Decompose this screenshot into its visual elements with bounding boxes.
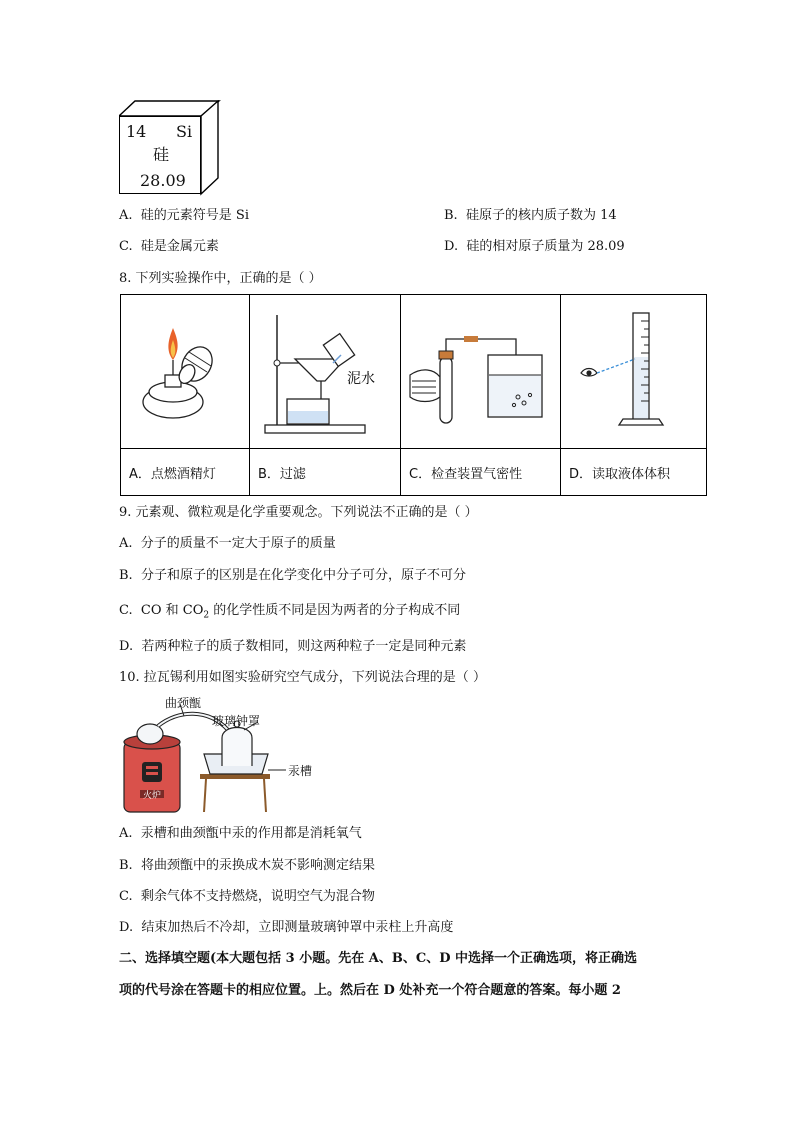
q9-option-a <box>119 535 336 553</box>
element-symbol: Si <box>176 122 193 141</box>
option-letter: C. <box>119 239 133 254</box>
option-letter: B. <box>444 208 458 223</box>
atomic-mass: 28.09 <box>140 171 186 190</box>
q8-experiment-table <box>120 294 707 496</box>
option-text: 将曲颈甑中的汞换成木炭不影响测定结果 <box>140 858 375 873</box>
option-text: 分子和原子的区别是在化学变化中分子可分，原子不可分 <box>140 568 466 583</box>
option-text: 结束加热后不冷却，立即测量玻璃钟罩中汞柱上升高度 <box>141 920 454 935</box>
muddy-water-label: 泥水 <box>347 370 375 387</box>
option-text: 硅的元素符号是 Si <box>140 208 249 223</box>
bell-jar-label: 玻璃钟罩 <box>212 714 261 728</box>
element-name: 硅 <box>153 145 170 164</box>
q10-stem: 10. 拉瓦锡利用如图实验研究空气成分，下列说法合理的是（ ） <box>119 670 486 685</box>
filtration-illustration <box>255 307 395 437</box>
panel-c-figure <box>401 295 561 449</box>
trough-label: 汞槽 <box>288 764 313 778</box>
option-text: 的化学性质不同是因为两者的分子构成不同 <box>209 603 461 618</box>
q9-option-b <box>119 567 466 585</box>
furnace-label: 火炉 <box>143 791 162 801</box>
panel-a-figure <box>121 295 250 449</box>
option-letter: A. <box>119 826 133 841</box>
formula-subscript: 2 <box>203 610 210 621</box>
panel-d-label: D．读取液体体积 <box>561 449 707 496</box>
q10-option-b <box>119 857 375 875</box>
q10-option-c <box>119 888 375 906</box>
atomic-number: 14 <box>126 122 147 141</box>
lavoisier-apparatus-figure <box>118 690 318 820</box>
panel-b-label: B．过滤 <box>250 449 401 496</box>
option-text: 硅是金属元素 <box>140 239 219 254</box>
graduated-cylinder-illustration <box>569 307 699 437</box>
option-text: 硅原子的核内质子数为 14 <box>465 208 617 223</box>
q9-option-c <box>119 602 460 625</box>
q8-stem: 8. 下列实验操作中，正确的是（ ） <box>119 271 322 286</box>
panel-d-figure <box>561 295 707 449</box>
panel-a-label: A．点燃酒精灯 <box>121 449 250 496</box>
q9-stem: 9. 元素观、微粒观是化学重要观念。下列说法不正确的是（ ） <box>119 505 478 520</box>
option-letter: D. <box>119 639 134 654</box>
option-text: 硅的相对原子质量为 28.09 <box>466 239 625 254</box>
panel-c-label: C．检查装置气密性 <box>401 449 561 496</box>
option-letter: D. <box>119 920 134 935</box>
alcohol-lamp-illustration <box>135 312 235 432</box>
q9-option-d <box>119 638 466 656</box>
q10-option-a <box>119 825 362 843</box>
element-tile-3d-side <box>199 100 219 196</box>
option-letter: D. <box>444 239 459 254</box>
option-text: 剩余气体不支持燃烧，说明空气为混合物 <box>140 889 375 904</box>
option-text: 若两种粒子的质子数相同，则这两种粒子一定是同种元素 <box>141 639 467 654</box>
formula-co2: CO <box>182 603 204 618</box>
q7-option-d <box>444 238 625 256</box>
formula-co: CO 和 <box>140 603 183 618</box>
option-letter: A. <box>119 208 133 223</box>
option-letter: B. <box>119 858 133 873</box>
q7-option-c <box>119 238 219 256</box>
section-2-heading-line-2: 项的代号涂在答题卡的相应位置。上。然后在 D 处补充一个符合题意的答案。每小题 2 <box>119 983 621 998</box>
option-letter: C. <box>119 889 133 904</box>
airtightness-check-illustration <box>406 307 556 437</box>
option-text: 分子的质量不一定大于原子的质量 <box>140 536 336 551</box>
option-letter: C. <box>119 603 133 618</box>
option-letter: A. <box>119 536 133 551</box>
q7-option-b <box>444 207 617 225</box>
element-tile <box>119 116 201 194</box>
section-2-heading-line-1: 二、选择填空题(本大题包括 3 小题。先在 A、B、C、D 中选择一个正确选项，将正确选 <box>119 951 637 966</box>
option-letter: B. <box>119 568 133 583</box>
retort-label: 曲颈甑 <box>165 696 202 710</box>
q10-option-d <box>119 919 453 937</box>
q7-option-a <box>119 207 249 225</box>
option-text: 汞槽和曲颈甑中汞的作用都是消耗氧气 <box>140 826 362 841</box>
panel-b-figure <box>250 295 401 449</box>
